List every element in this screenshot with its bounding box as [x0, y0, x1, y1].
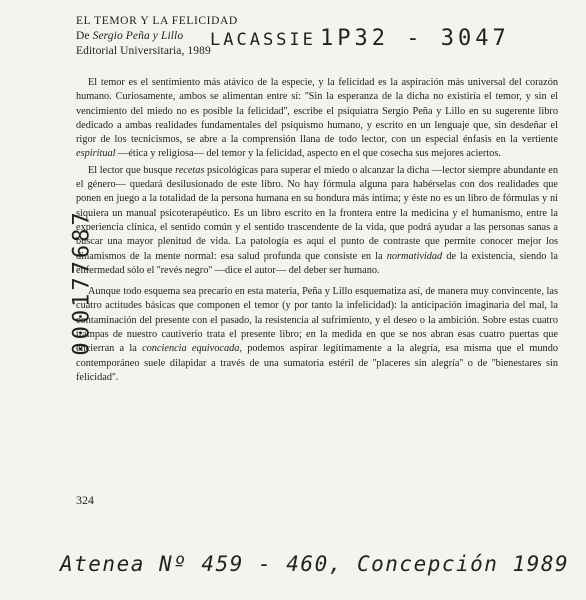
handwritten-side-number: 000177687	[69, 209, 95, 356]
page-number: 324	[76, 493, 94, 507]
book-title: EL TEMOR Y LA FELICIDAD	[76, 15, 238, 27]
review-body	[76, 76, 558, 387]
body-paragraph	[76, 76, 558, 162]
handwritten-catalog-code: 1P32 - 3047	[320, 26, 510, 51]
text-run: de la existencia, siendo la enfermedad sólo el ''revés negro'' —dice el autor— del deber ser humano.	[76, 250, 558, 276]
text-run: —ética y religiosa— del temor y la felicidad, aspecto en el que cosecha sus mejores aciertos.	[115, 148, 501, 160]
italic-term: conciencia equivocada	[142, 343, 240, 355]
text-run: El temor es el sentimiento más atávico de la especie, y la felicidad es la aspiración más universal del corazón humano. Curiosamente, ambos se alimentan entre sí: ''Sin la esperanza de la dicha no existiría el temor, y sin el vencimiento del miedo no es posible la felicidad'', escribe el psiquiatra Sergio Peña y Lillo en su sugerente libro dedicado a ambas realidades fundamentales del psiquismo humano, y escrito en un lenguaje que, sin desdeñar el rigor de los tecnicismos, se abre a la comprensión llana de todo lector, con un especial énfasis en la vertiente	[76, 77, 558, 146]
handwritten-source: Atenea Nº 459 - 460, Concepción 1989	[60, 552, 570, 576]
author-name: Sergio Peña y Lillo	[92, 30, 184, 42]
italic-term: recetas	[175, 164, 205, 176]
by-prefix: De	[76, 30, 90, 42]
handwritten-surname: LACASSIE	[210, 30, 316, 50]
italic-term: normatividad	[386, 250, 443, 262]
book-publisher: Editorial Universitaria, 1989	[76, 45, 211, 57]
text-run: Aunque todo esquema sea precario en esta materia, Peña y Lillo esquematiza así, de manera muy convincente, las cuatro actitudes básicas que componen el temor (y por tanto la infelicidad): la anticipación imaginaria del mal, la contaminación del presente con el pasado, la resistencia al sufrimiento, y el deseo o la ambición. Sobre estas cuatro trampas de nuestro cautiverio trata el presente libro; en la medida en que se nos abran esas cuatro puertas que encierran a la	[76, 286, 558, 355]
body-paragraph	[76, 164, 558, 278]
text-run: psicológicas para superar el miedo o alcanzar la dicha —lector siempre abundante en el género— quedará desilusionado de este libro. No hay fórmula alguna para habérselas con dos realidades que ponen en juego a la totalidad de la persona humana en su hondura más íntima; y éste no es un libro de fórmulas y ni siquiera un manual psicoterapéutico. Es un libro escrito en la frontera entre la medicina y el humanismo, entre la experiencia clínica, el sentido común y el sentido trascendente de la vida, que podrá ayudar a las personas sanas a buscar una mayor plenitud de vida. La patología es aquí el punto de contraste que permite conocer mejor los dinamismos de la mente normal: esa salud profunda que consiste en la	[76, 164, 558, 262]
text-run: , podemos aspirar legítimamente a la alegría, esa misma que el mundo contemporáneo suele dilapidar a través de una sumatoria estéril de ''placeres sin alegría'' o de ''bienestares sin felicidad''.	[76, 343, 558, 383]
italic-term: espiritual	[76, 148, 116, 160]
body-paragraph	[76, 285, 558, 385]
text-run: El lector que busque	[88, 164, 176, 176]
